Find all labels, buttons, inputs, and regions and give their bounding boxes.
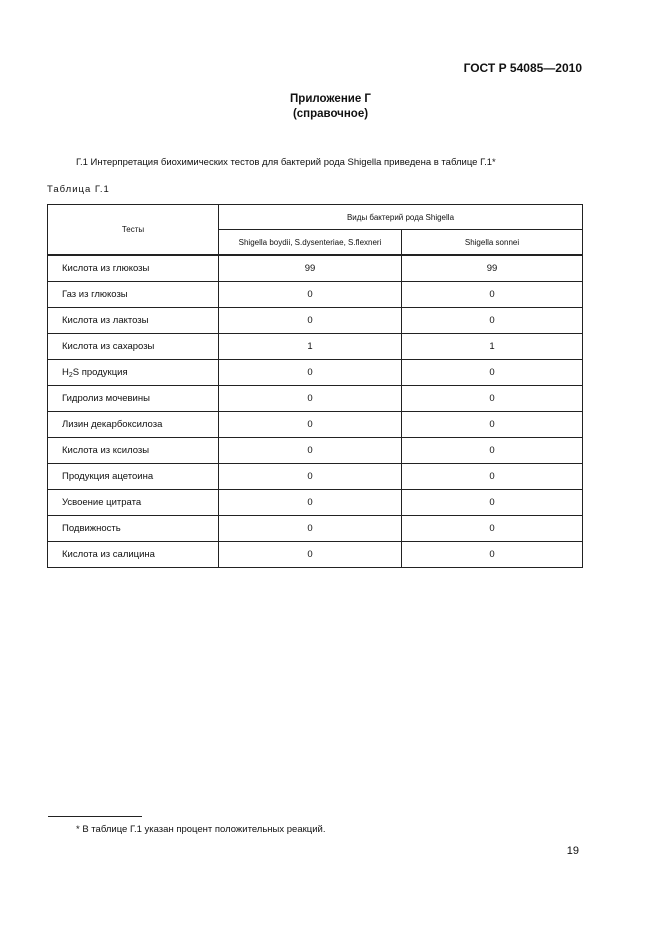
value-boydii: 0 <box>219 386 402 412</box>
test-name: Продукция ацетоина <box>48 464 219 490</box>
test-name: Подвижность <box>48 516 219 542</box>
intro-paragraph: Г.1 Интерпретация биохимических тестов для бактерий рода Shigella приведена в таблице Г.1* <box>76 157 496 168</box>
value-boydii: 0 <box>219 282 402 308</box>
table-row <box>48 308 583 334</box>
value-sonnei: 0 <box>402 438 583 464</box>
table-row <box>48 334 583 360</box>
test-name: Кислота из сахарозы <box>48 334 219 360</box>
value-boydii: 0 <box>219 360 402 386</box>
shigella-tests-table <box>47 204 583 568</box>
test-name: Кислота из глюкозы <box>48 255 219 282</box>
table-row <box>48 516 583 542</box>
value-boydii: 0 <box>219 412 402 438</box>
value-sonnei: 0 <box>402 360 583 386</box>
header-tests: Тесты <box>48 205 219 256</box>
test-name: Кислота из салицина <box>48 542 219 568</box>
value-sonnei: 0 <box>402 412 583 438</box>
value-boydii: 0 <box>219 542 402 568</box>
value-sonnei: 0 <box>402 308 583 334</box>
table-row <box>48 282 583 308</box>
table-row <box>48 255 583 282</box>
table-row <box>48 542 583 568</box>
table-row <box>48 438 583 464</box>
value-sonnei: 0 <box>402 516 583 542</box>
test-name: Кислота из лактозы <box>48 308 219 334</box>
page-number: 19 <box>566 845 579 857</box>
test-name <box>48 360 219 386</box>
value-boydii: 0 <box>219 464 402 490</box>
table-row <box>48 412 583 438</box>
table-row <box>48 386 583 412</box>
test-name-subscript: 2 <box>68 371 73 379</box>
value-sonnei: 99 <box>402 255 583 282</box>
value-sonnei: 0 <box>402 386 583 412</box>
header-col-sonnei: Shigella sonnei <box>402 230 583 256</box>
footnote-divider <box>48 816 142 817</box>
value-sonnei: 0 <box>402 282 583 308</box>
value-sonnei: 0 <box>402 464 583 490</box>
value-boydii: 99 <box>219 255 402 282</box>
test-name: Усвоение цитрата <box>48 490 219 516</box>
test-name-suffix: S продукция <box>72 366 128 378</box>
appendix-subtitle: (справочное) <box>292 108 369 120</box>
value-sonnei: 1 <box>402 334 583 360</box>
value-boydii: 0 <box>219 308 402 334</box>
test-name: Гидролиз мочевины <box>48 386 219 412</box>
value-boydii: 1 <box>219 334 402 360</box>
document-code: ГОСТ Р 54085—2010 <box>463 61 582 75</box>
table-caption: Таблица Г.1 <box>47 184 110 195</box>
value-boydii: 0 <box>219 490 402 516</box>
table-row <box>48 464 583 490</box>
test-name: Газ из глюкозы <box>48 282 219 308</box>
value-sonnei: 0 <box>402 542 583 568</box>
header-col-boydii: Shigella boydii, S.dysenteriae, S.flexneri <box>219 230 402 256</box>
test-name: Лизин декарбоксилоза <box>48 412 219 438</box>
table-row <box>48 490 583 516</box>
test-name: Кислота из ксилозы <box>48 438 219 464</box>
value-sonnei: 0 <box>402 490 583 516</box>
appendix-heading <box>0 92 661 122</box>
value-boydii: 0 <box>219 438 402 464</box>
test-name-prefix: H <box>62 366 69 378</box>
table-row <box>48 360 583 386</box>
footnote: * В таблице Г.1 указан процент положительных реакций. <box>76 824 326 835</box>
value-boydii: 0 <box>219 516 402 542</box>
appendix-title: Приложение Г <box>290 93 371 105</box>
header-species-group: Виды бактерий рода Shigella <box>219 205 583 230</box>
